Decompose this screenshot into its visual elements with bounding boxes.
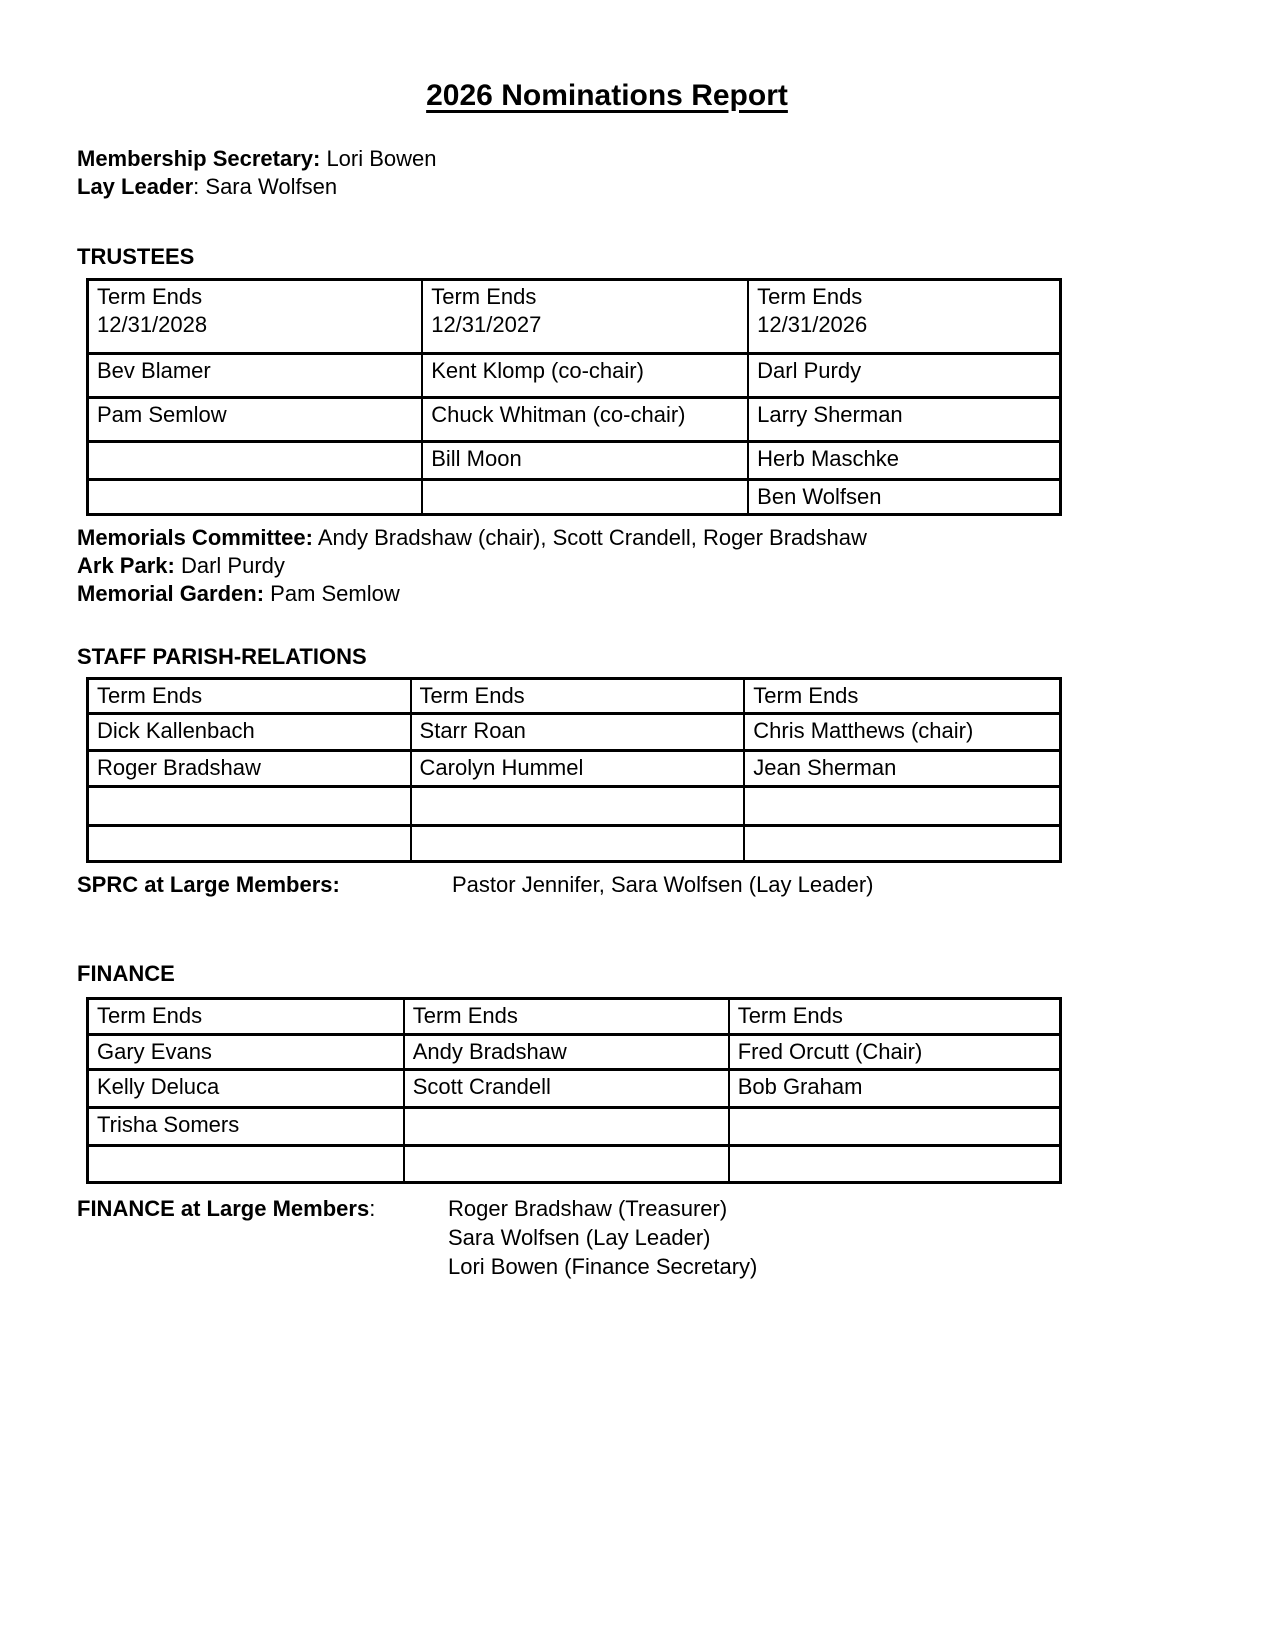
spr-cell: Jean Sherman [744, 751, 1060, 787]
spr-row [88, 787, 1061, 826]
spr-row [88, 751, 1061, 787]
finance-cell: Scott Crandell [404, 1070, 729, 1108]
spr-cell [411, 787, 745, 826]
finance-row [88, 1070, 1061, 1108]
lay-leader-line [77, 173, 1137, 201]
sprc-at-large-line [77, 871, 1137, 899]
memorials-committee-label: Memorials Committee: [77, 525, 313, 550]
trustees-cell: Pam Semlow [88, 398, 423, 442]
finance-cell: Bob Graham [729, 1070, 1061, 1108]
trustees-header-cell [88, 280, 423, 354]
trustees-cell [88, 442, 423, 480]
finance-cell [729, 1146, 1061, 1183]
spr-cell: Starr Roan [411, 714, 745, 751]
finance-cell: Fred Orcutt (Chair) [729, 1035, 1061, 1070]
header-line: 12/31/2028 [97, 312, 208, 337]
trustees-cell: Larry Sherman [748, 398, 1060, 442]
memorial-garden-value: Pam Semlow [264, 581, 400, 606]
finance-cell: Kelly Deluca [88, 1070, 404, 1108]
spr-cell [88, 787, 411, 826]
trustees-row [88, 354, 1061, 398]
finance-cell: Andy Bradshaw [404, 1035, 729, 1070]
finance-cell [729, 1108, 1061, 1146]
finance-cell [404, 1108, 729, 1146]
document-title: 2026 Nominations Report [426, 79, 788, 112]
ark-park-label: Ark Park: [77, 553, 175, 578]
sprc-at-large-label: SPRC at Large Members: [77, 872, 340, 897]
spr-heading: STAFF PARISH-RELATIONS [77, 644, 367, 669]
spr-row [88, 826, 1061, 862]
trustees-header-cell [422, 280, 748, 354]
trustees-cell [88, 480, 423, 515]
trustees-cell: Chuck Whitman (co-chair) [422, 398, 748, 442]
at-large-member: Sara Wolfsen (Lay Leader) [448, 1225, 711, 1250]
officers-block [77, 145, 1137, 201]
header-line: Term Ends [757, 284, 863, 309]
lay-leader-label: Lay Leader [77, 174, 194, 199]
trustees-table [86, 278, 1062, 516]
spr-table [86, 677, 1062, 863]
trustees-row [88, 398, 1061, 442]
spr-cell: Carolyn Hummel [411, 751, 745, 787]
spr-header-cell: Term Ends [88, 679, 411, 714]
trustees-cell: Darl Purdy [748, 354, 1060, 398]
header-line: 12/31/2027 [431, 312, 542, 337]
spr-cell [744, 826, 1060, 862]
finance-at-large-names [448, 1194, 757, 1281]
spr-cell: Roger Bradshaw [88, 751, 411, 787]
finance-row [88, 1035, 1061, 1070]
ark-park-value: Darl Purdy [174, 553, 285, 578]
finance-cell: Gary Evans [88, 1035, 404, 1070]
trustees-header-row [88, 280, 1061, 354]
finance-header-cell: Term Ends [729, 999, 1061, 1035]
finance-cell [404, 1146, 729, 1183]
membership-secretary-label: Membership Secretary: [77, 146, 321, 171]
finance-cell [88, 1146, 404, 1183]
memorials-block [77, 524, 1137, 608]
finance-cell: Trisha Somers [88, 1108, 404, 1146]
trustees-cell [422, 480, 748, 515]
trustees-cell: Kent Klomp (co-chair) [422, 354, 748, 398]
trustees-heading: TRUSTEES [77, 244, 195, 269]
spr-cell [744, 787, 1060, 826]
finance-at-large-label-wrap [77, 1194, 448, 1223]
trustees-cell: Bill Moon [422, 442, 748, 480]
spr-header-row [88, 679, 1061, 714]
finance-row [88, 1108, 1061, 1146]
membership-secretary-line [77, 145, 1137, 173]
finance-header-row [88, 999, 1061, 1035]
at-large-member: Roger Bradshaw (Treasurer) [448, 1196, 728, 1221]
trustees-cell: Herb Maschke [748, 442, 1060, 480]
ark-park-line [77, 552, 1137, 580]
finance-at-large-block [77, 1194, 1137, 1281]
spr-cell: Chris Matthews (chair) [744, 714, 1060, 751]
finance-row [88, 1146, 1061, 1183]
spr-header-cell: Term Ends [744, 679, 1060, 714]
header-line: 12/31/2026 [757, 312, 868, 337]
trustees-cell: Bev Blamer [88, 354, 423, 398]
header-line: Term Ends [431, 284, 537, 309]
spr-row [88, 714, 1061, 751]
sprc-at-large-names: Pastor Jennifer, Sara Wolfsen (Lay Leader) [452, 872, 874, 897]
spr-header-cell: Term Ends [411, 679, 745, 714]
finance-at-large-separator: : [369, 1196, 376, 1221]
spr-cell: Dick Kallenbach [88, 714, 411, 751]
finance-header-cell: Term Ends [404, 999, 729, 1035]
membership-secretary-value: Lori Bowen [320, 146, 437, 171]
trustees-header-cell [748, 280, 1060, 354]
finance-table [86, 997, 1062, 1184]
trustees-row [88, 442, 1061, 480]
trustees-cell: Ben Wolfsen [748, 480, 1060, 515]
memorial-garden-label: Memorial Garden: [77, 581, 265, 606]
spr-cell [88, 826, 411, 862]
spr-cell [411, 826, 745, 862]
finance-heading: FINANCE [77, 961, 175, 986]
trustees-row [88, 480, 1061, 515]
finance-header-cell: Term Ends [88, 999, 404, 1035]
header-line: Term Ends [97, 284, 203, 309]
at-large-member: Lori Bowen (Finance Secretary) [448, 1254, 758, 1279]
memorials-committee-value: Andy Bradshaw (chair), Scott Crandell, Roger Bradshaw [312, 525, 867, 550]
lay-leader-value: : Sara Wolfsen [193, 174, 338, 199]
memorial-garden-line [77, 580, 1137, 608]
finance-at-large-label: FINANCE at Large Members [77, 1196, 370, 1221]
memorials-committee-line [77, 524, 1137, 552]
